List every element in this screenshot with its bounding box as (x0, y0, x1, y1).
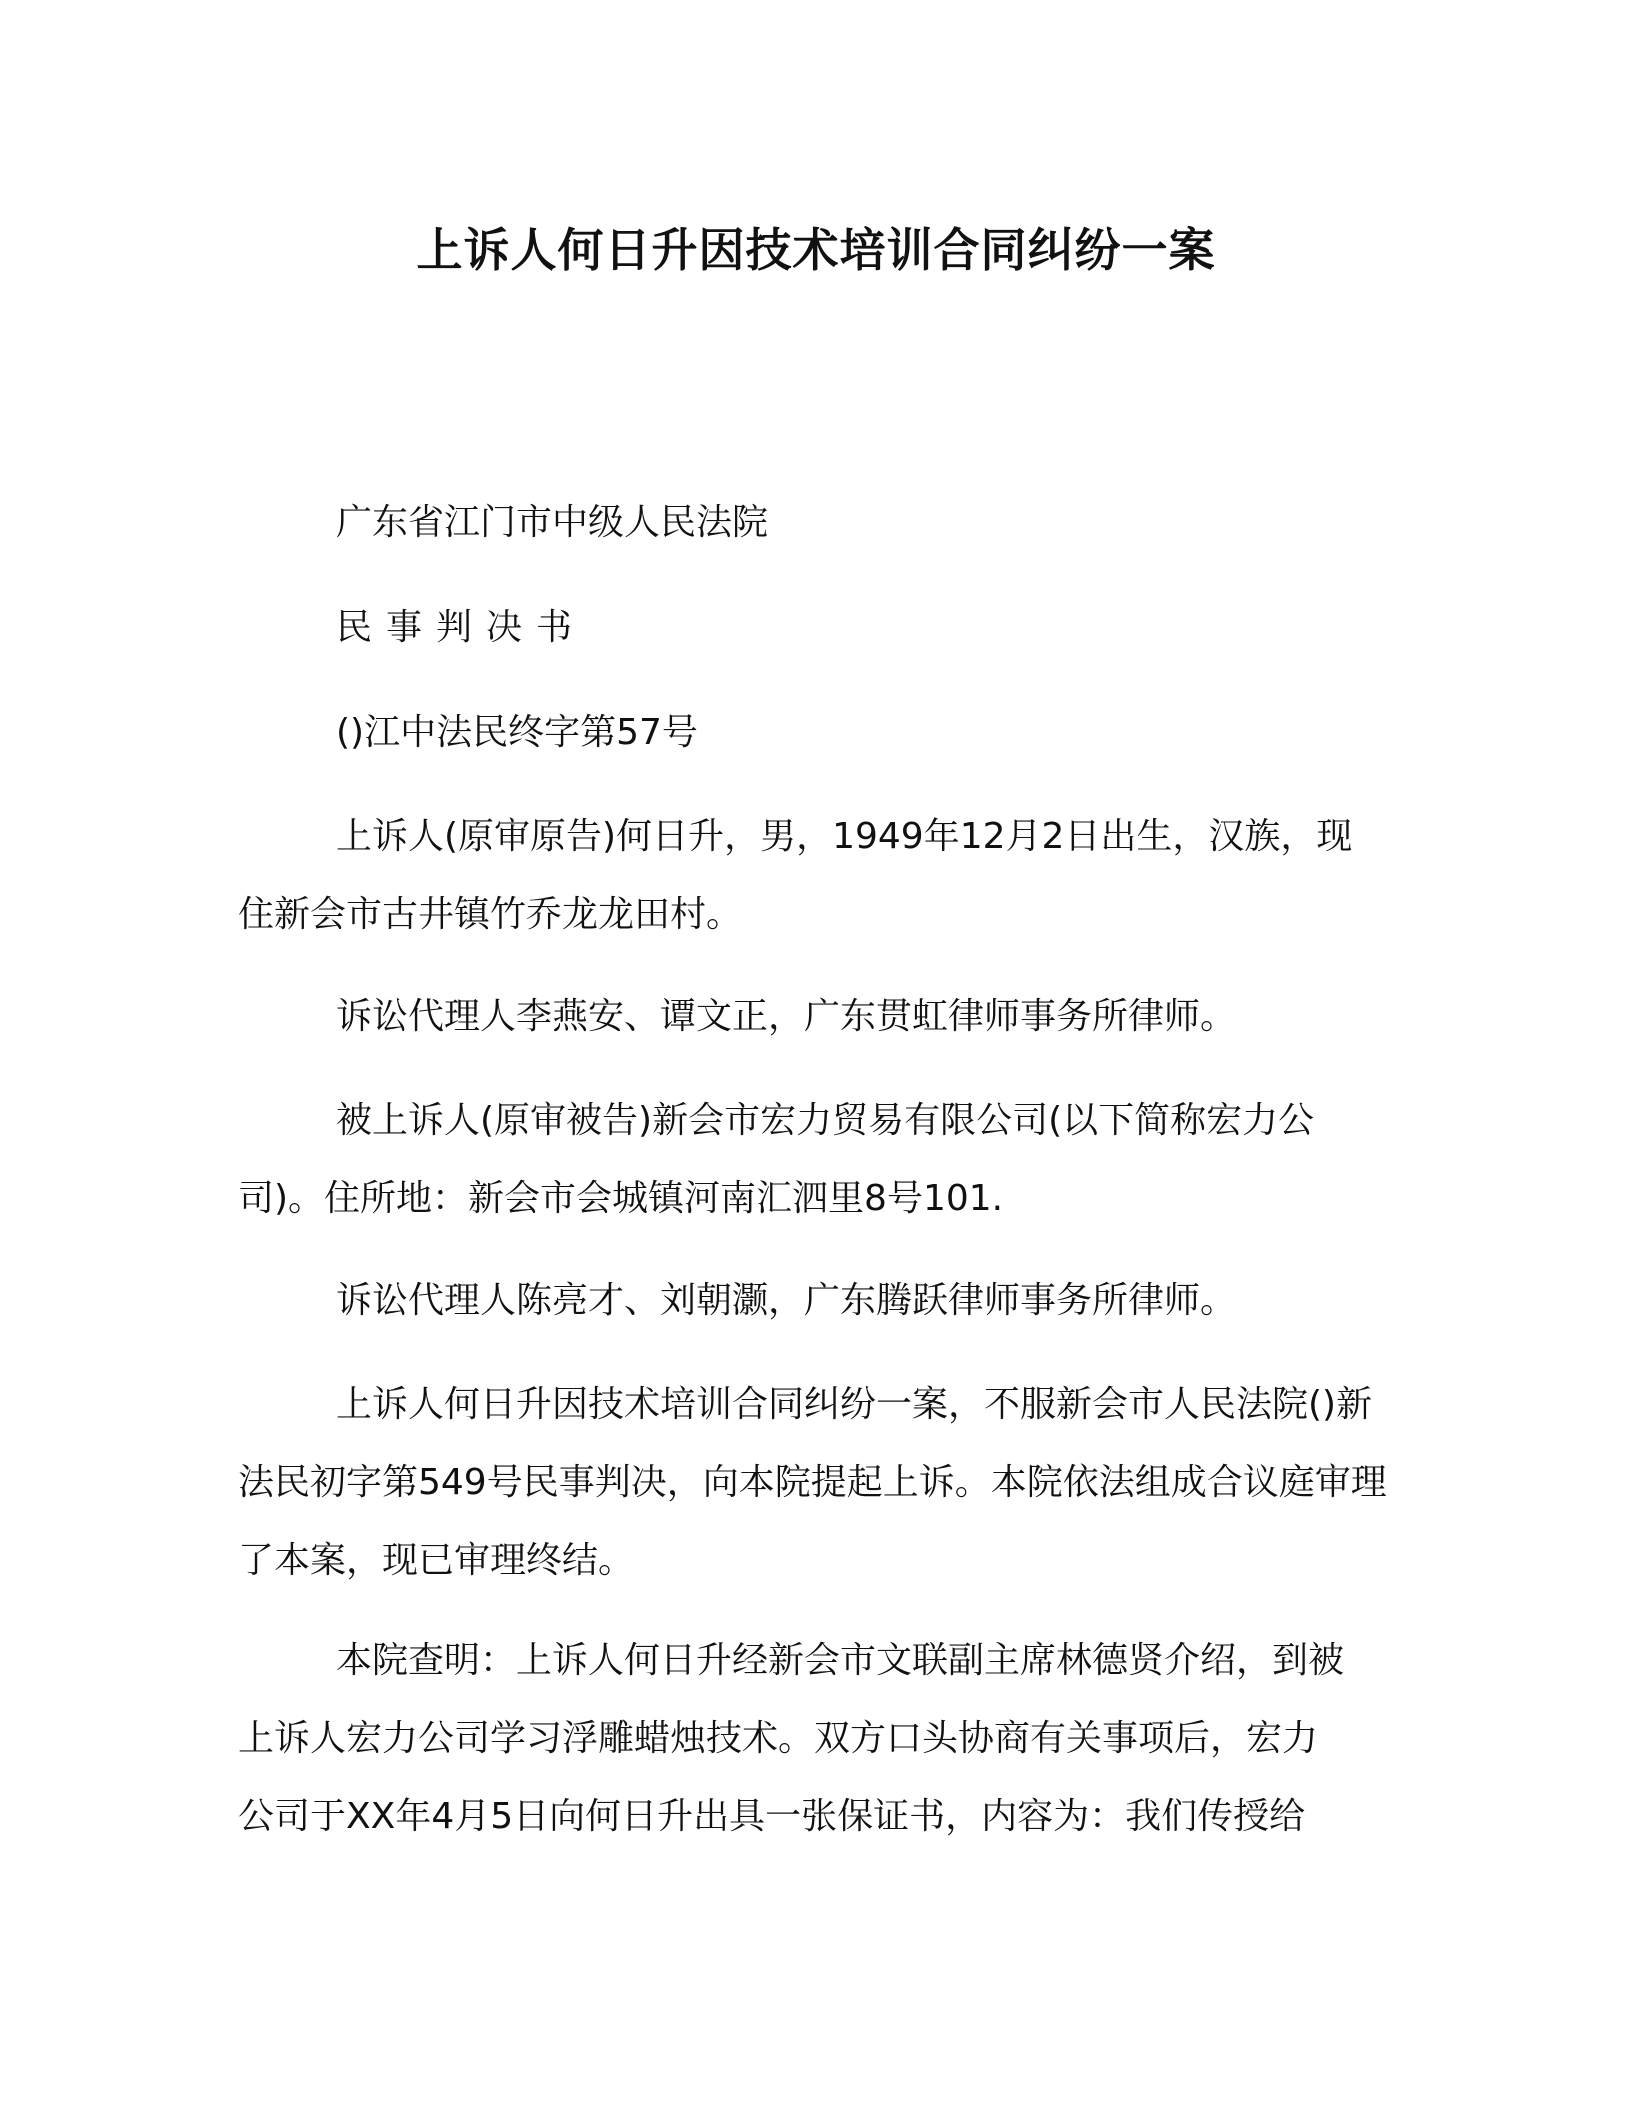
case-number: ()江中法民终字第57号 (336, 712, 698, 753)
facts-line: 上诉人宏力公司学习浮雕蜡烛技术。双方口头协商有关事项后，宏力 (238, 1718, 1319, 1759)
document-title: 上诉人何日升因技术培训合同纠纷一案 (416, 223, 1216, 277)
appellant-agent-paragraph: 诉讼代理人李燕安、谭文正，广东贯虹律师事务所律师。 (336, 996, 1237, 1037)
facts-line: 公司于XX年4月5日向何日升出具一张保证书，内容为：我们传授给 (238, 1796, 1306, 1837)
facts-line: 本院查明：上诉人何日升经新会市文联副主席林德贤介绍，到被 (336, 1640, 1345, 1681)
facts-paragraph (238, 1622, 1388, 1856)
respondent-agent-paragraph: 诉讼代理人陈亮才、刘朝灏，广东腾跃律师事务所律师。 (336, 1280, 1237, 1321)
respondent-paragraph: 被上诉人(原审被告)新会市宏力贸易有限公司(以下简称宏力公司)。住所地：新会市会城镇河南汇泗里8号101. (238, 1100, 1315, 1219)
case-intro-paragraph: 上诉人何日升因技术培训合同纠纷一案，不服新会市人民法院()新法民初字第549号民事判决，向本院提起上诉。本院依法组成合议庭审理了本案，现已审理终结。 (238, 1384, 1387, 1581)
document-type: 民事判决书 (336, 607, 587, 648)
court-name: 广东省江门市中级人民法院 (336, 502, 769, 543)
appellant-paragraph: 上诉人(原审原告)何日升，男，1949年12月2日出生，汉族，现住新会市古井镇竹乔龙龙田村。 (238, 816, 1353, 935)
